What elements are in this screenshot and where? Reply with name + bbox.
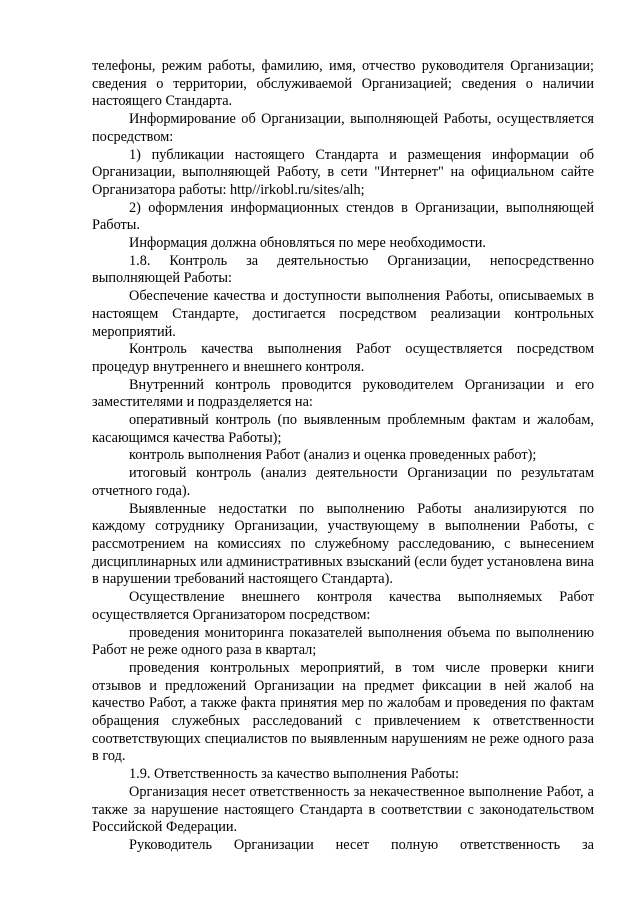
paragraph-execution-control: контроль выполнения Работ (анализ и оценка проведенных работ); bbox=[129, 447, 537, 464]
section-heading-1-9: 1.9. Ответственность за качество выполнения Работы: bbox=[129, 766, 459, 783]
section-heading-1-8: 1.8. Контроль за деятельностью Организации, непосредственно выполняющей Работы: bbox=[92, 252, 594, 287]
paragraph-final-control: итоговый контроль (анализ деятельности Организации по результатам отчетного года). bbox=[92, 465, 594, 499]
paragraph-organization-responsibility: Организация несет ответственность за некачественное выполнение Работ, а также за нарушение настоящего Стандарта в соответствии с законодательством Российской Федерации. bbox=[92, 783, 594, 836]
paragraph-external-control: Осуществление внешнего контроля качества выполняемых Работ осуществляется Организатором посредством: bbox=[92, 589, 594, 623]
paragraph-update: Информация должна обновляться по мере необходимости. bbox=[129, 235, 486, 252]
paragraph-item-1-publication: 1) публикации настоящего Стандарта и размещения информации об Организации, выполняющей Работу, в сети "Интернет" на официальном сайте Организатора работы: http//irkobl.ru/sites/alh; bbox=[92, 146, 594, 198]
paragraph-contacts: телефоны, режим работы, фамилию, имя, отчество руководителя Организации; сведения о территории, обслуживаемой Организацией; сведения о наличии настоящего Стандарта. bbox=[92, 58, 594, 110]
paragraph-quality-assurance: Обеспечение качества и доступности выполнения Работы, описываемых в настоящем Стандарте, достигается посредством реализации контрольных мероприятий. bbox=[92, 288, 594, 340]
paragraph-head-responsibility: Руководитель Организации несет полную ответственность за bbox=[129, 836, 594, 853]
paragraph-quality-control: Контроль качества выполнения Работ осуществляется посредством процедур внутреннего и внешнего контроля. bbox=[92, 341, 594, 375]
paragraph-operative-control: оперативный контроль (по выявленным проблемным фактам и жалобам, касающимся качества Работы); bbox=[92, 412, 594, 446]
paragraph-internal-control: Внутренний контроль проводится руководителем Организации и его заместителями и подразделяется на: bbox=[92, 376, 594, 411]
document-page bbox=[92, 58, 594, 855]
paragraph-deficiencies: Выявленные недостатки по выполнению Работы анализируются по каждому сотруднику Организации, участвующему в выполнении Работы, с рассмотрением на комиссиях по служебному расследованию, с вынесением дисциплинарных или административных взысканий (если будет установлена вина в нарушении требований настоящего Стандарта). bbox=[92, 500, 594, 588]
paragraph-item-2-stands: 2) оформления информационных стендов в Организации, выполняющей Работы. bbox=[92, 199, 594, 234]
paragraph-monitoring: проведения мониторинга показателей выполнения объема по выполнению Работ не реже одного раза в квартал; bbox=[92, 624, 594, 659]
paragraph-control-measures: проведения контрольных мероприятий, в том числе проверки книги отзывов и предложений Организации на предмет фиксации в ней жалоб на качество Работ, а также факта принятия мер по жалобам и проведения по фактам обращения служебных расследований с привлечением к ответственности соответствующих специалистов по выявленным нарушениям не реже одного раза в год. bbox=[92, 659, 594, 765]
paragraph-informing: Информирование об Организации, выполняющей Работы, осуществляется посредством: bbox=[92, 111, 594, 145]
